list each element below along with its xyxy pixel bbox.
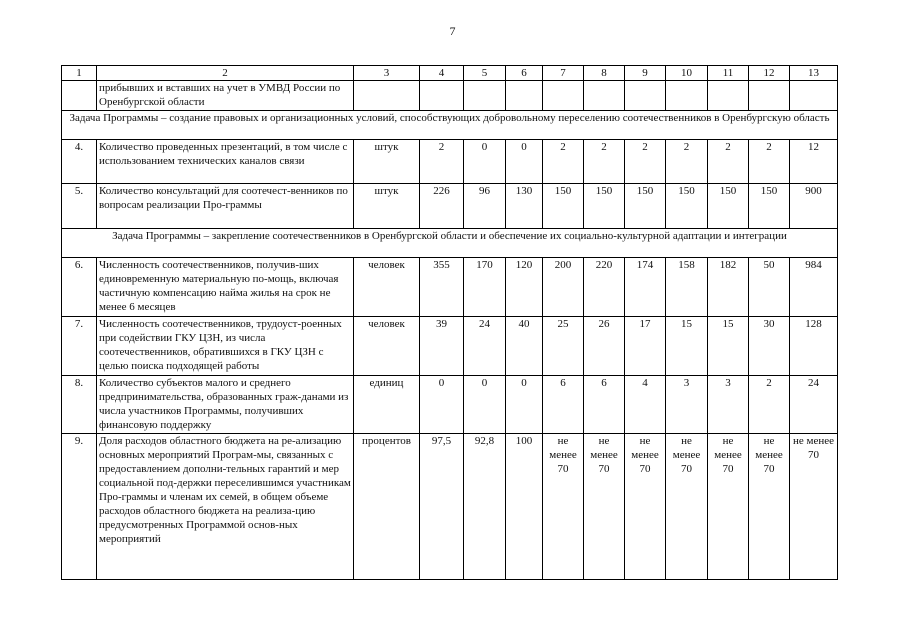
value-cell: не менее 70 (625, 434, 666, 580)
value-cell: 17 (625, 317, 666, 376)
row-number (62, 81, 97, 111)
header-row (62, 66, 838, 81)
header-cell: 12 (749, 66, 790, 81)
continuation-row (62, 81, 838, 111)
value-cell: 4 (625, 376, 666, 434)
row-unit: единиц (354, 376, 420, 434)
row-number: 5. (62, 184, 97, 229)
value-cell: 30 (749, 317, 790, 376)
row-number: 8. (62, 376, 97, 434)
value-cell: не менее 70 (749, 434, 790, 580)
value-cell: 355 (420, 258, 464, 317)
value-cell: 40 (506, 317, 543, 376)
value-cell: 0 (506, 376, 543, 434)
value-cell: 174 (625, 258, 666, 317)
row-description: Численность соотечественников, получив-ших единовременную материальную по-мощь, включая частичную компенсацию найма жилья на срок не менее 6 месяцев (97, 258, 354, 317)
row-number: 9. (62, 434, 97, 580)
header-cell: 3 (354, 66, 420, 81)
value-cell: 150 (543, 184, 584, 229)
header-cell: 2 (97, 66, 354, 81)
value-cell: 158 (666, 258, 708, 317)
value-cell: 0 (464, 376, 506, 434)
total-cell: 984 (790, 258, 838, 317)
value-cell: 226 (420, 184, 464, 229)
row-unit: штук (354, 184, 420, 229)
row-unit: штук (354, 140, 420, 184)
value-cell: 170 (464, 258, 506, 317)
page-number: 7 (449, 24, 456, 38)
value-cell: 6 (543, 376, 584, 434)
section-row (62, 229, 838, 258)
row-unit: человек (354, 258, 420, 317)
header-cell: 5 (464, 66, 506, 81)
value-cell: 2 (584, 140, 625, 184)
value-cell: 97,5 (420, 434, 464, 580)
value-cell: 15 (708, 317, 749, 376)
row-unit: процентов (354, 434, 420, 580)
row-description: Доля расходов областного бюджета на ре-ализацию основных мероприятий Програм-мы, связанных с предоставлением дополни-тельных гарантий и мер социальной под-держки переселившимся участникам Про-граммы и членам их семей, в общем объеме расходов областного бюджета на реализа-цию предусмотренных Программой основ-ных мероприятий (97, 434, 354, 580)
value-cell: 26 (584, 317, 625, 376)
table-row (62, 434, 838, 580)
row-number: 6. (62, 258, 97, 317)
value-cell: 2 (708, 140, 749, 184)
header-cell: 9 (625, 66, 666, 81)
value-cell: 220 (584, 258, 625, 317)
header-cell: 6 (506, 66, 543, 81)
total-cell: не менее 70 (790, 434, 838, 580)
header-cell: 11 (708, 66, 749, 81)
header-cell: 8 (584, 66, 625, 81)
value-cell: 150 (625, 184, 666, 229)
value-cell: 130 (506, 184, 543, 229)
table-row (62, 317, 838, 376)
row-number: 7. (62, 317, 97, 376)
value-cell: 50 (749, 258, 790, 317)
row-number: 4. (62, 140, 97, 184)
value-cell: 0 (506, 140, 543, 184)
value-cell: 3 (708, 376, 749, 434)
header-cell: 10 (666, 66, 708, 81)
value-cell: 24 (464, 317, 506, 376)
value-cell: 150 (708, 184, 749, 229)
section-row (62, 111, 838, 140)
value-cell: 150 (749, 184, 790, 229)
value-cell: 0 (464, 140, 506, 184)
value-cell: 15 (666, 317, 708, 376)
section-title: Задача Программы – создание правовых и организационных условий, способствующих добровольному переселению соотечественников в Оренбургскую область (62, 111, 838, 140)
row-description: Количество консультаций для соотечест-венников по вопросам реализации Про-граммы (97, 184, 354, 229)
value-cell: 182 (708, 258, 749, 317)
value-cell: 2 (420, 140, 464, 184)
value-cell: 2 (749, 140, 790, 184)
header-cell: 1 (62, 66, 97, 81)
value-cell: 39 (420, 317, 464, 376)
table-row (62, 140, 838, 184)
value-cell: 25 (543, 317, 584, 376)
value-cell: не менее 70 (666, 434, 708, 580)
row-description: прибывших и вставших на учет в УМВД России по Оренбургской области (97, 81, 354, 111)
value-cell: 200 (543, 258, 584, 317)
table-row (62, 376, 838, 434)
total-cell: 24 (790, 376, 838, 434)
value-cell: 3 (666, 376, 708, 434)
section-title: Задача Программы – закрепление соотечественников в Оренбургской области и обеспечение их социально-культурной адаптации и интеграции (62, 229, 838, 258)
header-cell: 7 (543, 66, 584, 81)
value-cell: 0 (420, 376, 464, 434)
value-cell: не менее 70 (584, 434, 625, 580)
value-cell: не менее 70 (708, 434, 749, 580)
value-cell: 92,8 (464, 434, 506, 580)
value-cell: 96 (464, 184, 506, 229)
table-row (62, 184, 838, 229)
row-description: Количество проведенных презентаций, в том числе с использованием технических каналов связи (97, 140, 354, 184)
value-cell: 2 (625, 140, 666, 184)
total-cell: 128 (790, 317, 838, 376)
indicators-table (61, 65, 838, 580)
total-cell: 900 (790, 184, 838, 229)
value-cell: 2 (749, 376, 790, 434)
value-cell: 150 (666, 184, 708, 229)
total-cell: 12 (790, 140, 838, 184)
value-cell: 120 (506, 258, 543, 317)
table-row (62, 258, 838, 317)
value-cell: 2 (543, 140, 584, 184)
row-description: Численность соотечественников, трудоуст-роенных при содействии ГКУ ЦЗН, из числа соотечественников, обратившихся в ГКУ ЦЗН с целью поиска подходящей работы (97, 317, 354, 376)
header-cell: 4 (420, 66, 464, 81)
row-description: Количество субъектов малого и среднего предпринимательства, образованных граж-данами из числа участников Программы, получивших финансовую поддержку (97, 376, 354, 434)
value-cell: 100 (506, 434, 543, 580)
header-cell: 13 (790, 66, 838, 81)
value-cell: 6 (584, 376, 625, 434)
value-cell: не менее 70 (543, 434, 584, 580)
row-unit: человек (354, 317, 420, 376)
value-cell: 150 (584, 184, 625, 229)
value-cell: 2 (666, 140, 708, 184)
